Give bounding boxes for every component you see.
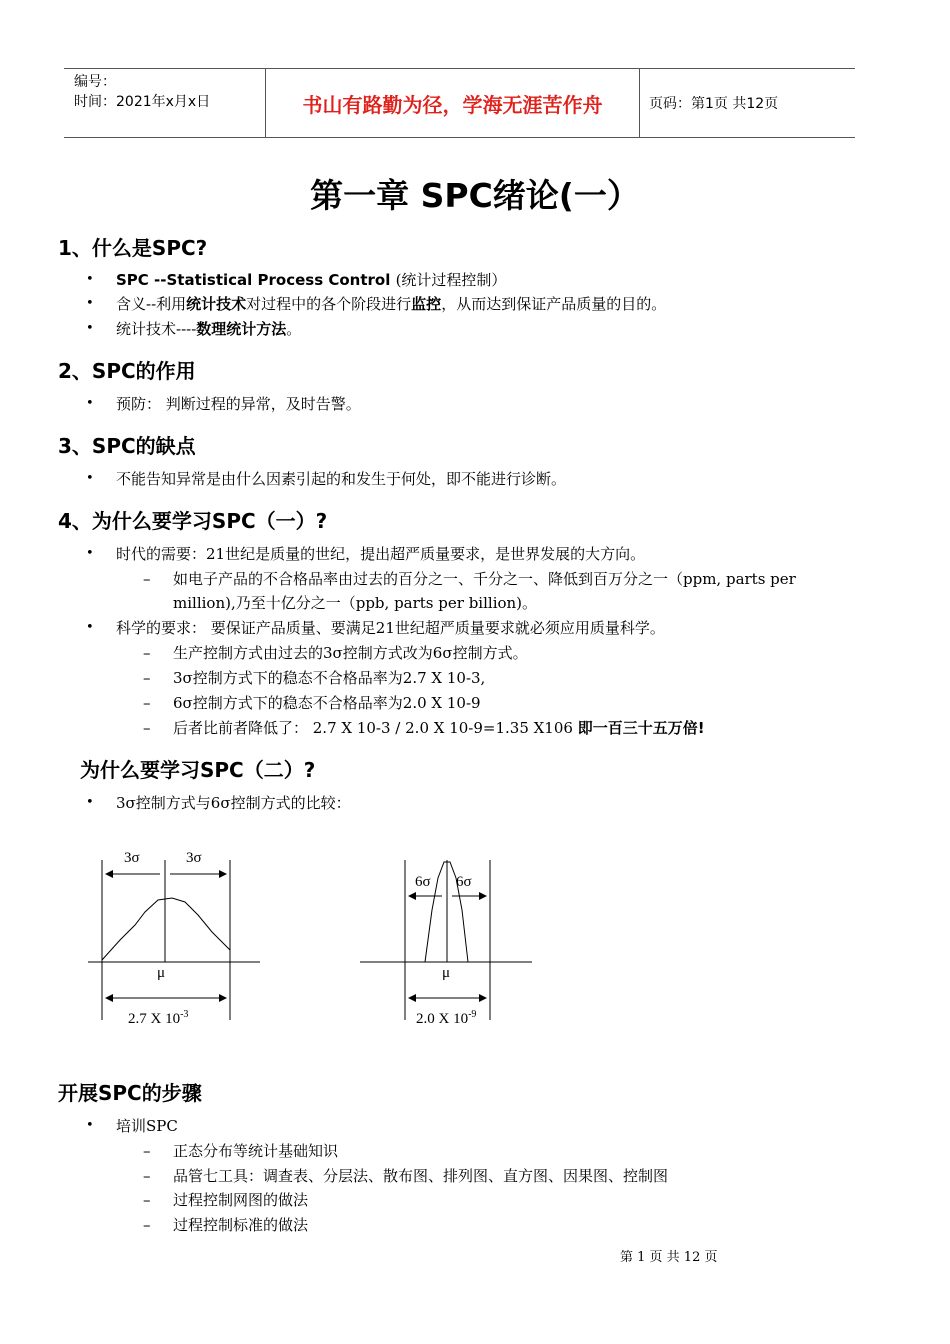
list-item: • 3σ控制方式与6σ控制方式的比较：	[116, 791, 351, 815]
sub-list-item: – 后者比前者降低了： 2.7 X 10-3 / 2.0 X 10-9=1.35 X106 即一百三十五万倍!	[173, 716, 873, 740]
number-label: 编号：	[74, 74, 116, 90]
list-item: • SPC --Statistical Process Control (统计过程控制）	[116, 268, 506, 292]
six-sigma-label-right: 6σ	[456, 874, 472, 890]
page-number-label: 页码：第1页 共12页	[649, 96, 779, 112]
section-heading-1: 1、什么是SPC?	[58, 236, 208, 260]
sub-list-item: – 过程控制标准的做法	[173, 1213, 873, 1237]
section-heading-2: 2、SPC的作用	[58, 359, 196, 383]
three-sigma-label-left: 3σ	[124, 850, 140, 866]
three-sigma-diagram	[88, 850, 260, 1027]
list-item: • 预防： 判断过程的异常，及时告警。	[116, 392, 361, 416]
section-heading-4: 4、为什么要学习SPC（一）?	[58, 509, 328, 533]
document-header	[64, 68, 855, 138]
section-heading-6: 开展SPC的步骤	[58, 1081, 202, 1105]
section-heading-5: 为什么要学习SPC（二）?	[80, 758, 316, 782]
sub-list-item: – 正态分布等统计基础知识	[173, 1139, 873, 1163]
three-sigma-label-right: 3σ	[186, 850, 202, 866]
sub-list-item: – 3σ控制方式下的稳态不合格品率为2.7 X 10-3,	[173, 666, 873, 690]
chapter-title: 第一章 SPC绪论(一）	[310, 176, 640, 215]
section-heading-3: 3、SPC的缺点	[58, 434, 196, 458]
header-motto: 书山有路勤为径，学海无涯苦作舟	[265, 69, 640, 137]
sub-list-item: – 6σ控制方式下的稳态不合格品率为2.0 X 10-9	[173, 691, 873, 715]
mu-label-left: μ	[157, 965, 166, 981]
list-item: • 统计技术----数理统计方法。	[116, 317, 301, 341]
list-item: • 时代的需要：21世纪是质量的世纪，提出超严质量要求，是世界发展的大方向。	[116, 542, 645, 566]
list-item: • 不能告知异常是由什么因素引起的和发生于何处，即不能进行诊断。	[116, 467, 566, 491]
header-meta-cell	[64, 69, 265, 137]
sub-list-item: – 过程控制网图的做法	[173, 1188, 873, 1212]
list-item: • 科学的要求： 要保证产品质量、要满足21世纪超严质量要求就必须应用质量科学。	[116, 616, 665, 640]
sub-list-item: – 如电子产品的不合格品率由过去的百分之一、千分之一、降低到百万分之一（ppm, parts per million),乃至十亿分之一（ppb, parts per billion)。	[173, 567, 873, 615]
sub-list-item: – 品管七工具：调查表、分层法、散布图、排列图、直方图、因果图、控制图	[173, 1164, 873, 1188]
page-footer: 第 1 页 共 12 页	[620, 1250, 718, 1265]
left-rate-label: 2.7 X $10^{-3}$	[128, 1009, 189, 1027]
six-sigma-label-left: 6σ	[415, 874, 431, 890]
six-sigma-diagram	[360, 860, 532, 1027]
list-item: • 含义--利用统计技术对过程中的各个阶段进行监控，从而达到保证产品质量的目的。	[116, 292, 666, 316]
time-label: 时间：2021年x月x日	[74, 94, 211, 110]
list-item: • 培训SPC	[116, 1114, 178, 1138]
sub-list-item: – 生产控制方式由过去的3σ控制方式改为6σ控制方式。	[173, 641, 873, 665]
right-rate-label: 2.0 X $10^{-9}$	[416, 1009, 477, 1027]
mu-label-right: μ	[442, 965, 451, 981]
sigma-comparison-diagram	[80, 840, 550, 1040]
